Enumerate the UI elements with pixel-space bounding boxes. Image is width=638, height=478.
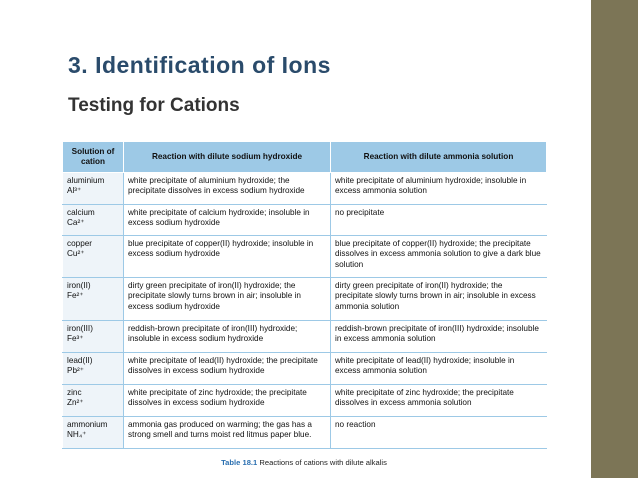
header-solution: Solution of cation	[63, 142, 124, 173]
cation-name: aluminium	[67, 176, 105, 185]
naoh-result: blue precipitate of copper(II) hydroxide; insoluble in excess sodium hydroxide	[124, 236, 331, 278]
cation-cell	[63, 385, 124, 417]
cation-ion: Ca²⁺	[67, 218, 85, 228]
cation-name: ammonium	[67, 420, 108, 429]
cation-cell	[63, 417, 124, 449]
naoh-result: white precipitate of zinc hydroxide; the precipitate dissolves in excess sodium hydroxide	[124, 385, 331, 417]
slide-subtitle: Testing for Cations	[68, 95, 240, 116]
cation-name: iron(III)	[67, 324, 93, 333]
ammonia-result: reddish-brown precipitate of iron(III) hydroxide; insoluble in excess ammonia solution	[331, 321, 547, 353]
ammonia-result: dirty green precipitate of iron(II) hydroxide; the precipitate slowly turns brown in air; insoluble in excess ammonia solution	[331, 278, 547, 321]
caption-label: Table 18.1	[221, 458, 258, 467]
naoh-result: dirty green precipitate of iron(II) hydroxide; the precipitate slowly turns brown in air; insoluble in excess sodium hydroxide	[124, 278, 331, 321]
cation-cell	[63, 205, 124, 236]
cation-ion: Zn²⁺	[67, 398, 84, 408]
header-ammonia: Reaction with dilute ammonia solution	[331, 142, 547, 173]
cation-cell	[63, 236, 124, 278]
table-row	[63, 353, 547, 385]
naoh-result: white precipitate of aluminium hydroxide; the precipitate dissolves in excess sodium hydroxide	[124, 173, 331, 205]
decorative-side-band	[591, 0, 638, 478]
naoh-result: reddish-brown precipitate of iron(III) hydroxide; insoluble in excess sodium hydroxide	[124, 321, 331, 353]
table-row	[63, 385, 547, 417]
naoh-result: white precipitate of lead(II) hydroxide; the precipitate dissolves in excess sodium hydroxide	[124, 353, 331, 385]
ammonia-result: white precipitate of lead(II) hydroxide; insoluble in excess ammonia solution	[331, 353, 547, 385]
cation-ion: Pb²⁺	[67, 366, 85, 376]
cation-name: zinc	[67, 388, 82, 397]
cation-ion: Al³⁺	[67, 186, 82, 196]
ammonia-result: blue precipitate of copper(II) hydroxide; the precipitate dissolves in excess ammonia solution to give a dark blue solution	[331, 236, 547, 278]
cation-cell	[63, 278, 124, 321]
table-row	[63, 173, 547, 205]
ammonia-result: no reaction	[331, 417, 547, 449]
cation-cell	[63, 173, 124, 205]
table-row	[63, 205, 547, 236]
cation-name: calcium	[67, 208, 95, 217]
ammonia-result: no precipitate	[331, 205, 547, 236]
cation-name: lead(II)	[67, 356, 93, 365]
cation-ion: Fe²⁺	[67, 291, 84, 301]
caption-text: Reactions of cations with dilute alkalis	[259, 458, 387, 467]
cation-tests-table	[62, 141, 547, 449]
naoh-result: ammonia gas produced on warming; the gas has a strong smell and turns moist red litmus paper blue.	[124, 417, 331, 449]
cation-ion: Fe³⁺	[67, 334, 84, 344]
cation-cell	[63, 353, 124, 385]
cation-cell	[63, 321, 124, 353]
table-header-row	[63, 142, 547, 173]
ammonia-result: white precipitate of zinc hydroxide; the precipitate dissolves in excess ammonia solution	[331, 385, 547, 417]
table-row	[63, 321, 547, 353]
cation-name: copper	[67, 239, 93, 248]
table-caption	[62, 458, 546, 467]
cation-ion: Cu²⁺	[67, 249, 85, 259]
ammonia-result: white precipitate of aluminium hydroxide; insoluble in excess ammonia solution	[331, 173, 547, 205]
table-row	[63, 417, 547, 449]
header-naoh: Reaction with dilute sodium hydroxide	[124, 142, 331, 173]
table-row	[63, 236, 547, 278]
naoh-result: white precipitate of calcium hydroxide; insoluble in excess sodium hydroxide	[124, 205, 331, 236]
cation-name: iron(II)	[67, 281, 91, 290]
cation-ion: NH₄⁺	[67, 430, 87, 440]
cation-table-figure	[62, 141, 546, 473]
slide-title: 3. Identification of Ions	[68, 52, 331, 78]
table-row	[63, 278, 547, 321]
